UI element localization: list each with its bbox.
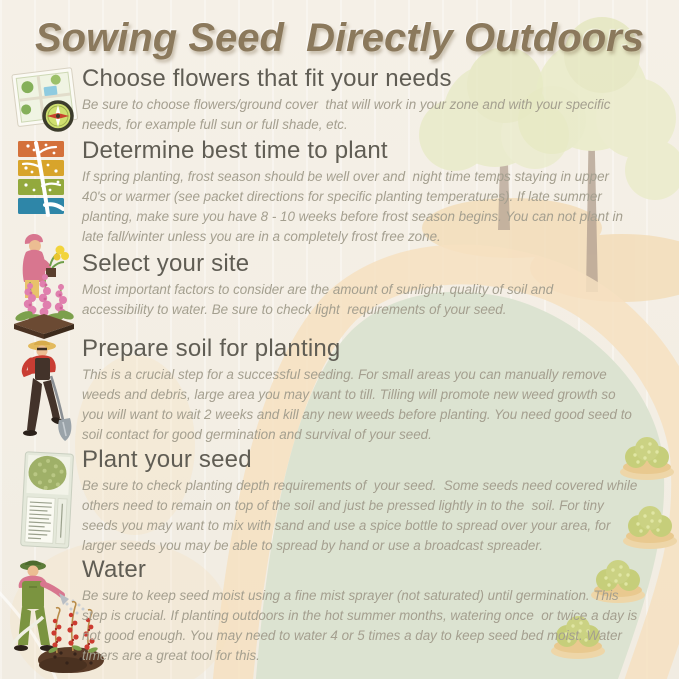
step-section-5: [82, 447, 642, 556]
step-heading: Determine best time to plant: [82, 137, 388, 164]
step-body: If spring planting, frost season should be well over and night time temps staying in upper 40's or warmer (see packet directions for specific planting temperatures). If late summer planting, make sure you have 8 - 10 weeks before frost season begins. You can not plant in late fall/winter unless you are in a completely frost free zone.: [82, 169, 627, 244]
step-body: Most important factors to consider are the amount of sunlight, quality of soil and accessibility to water. Be sure to check light requirements of your seed.: [82, 282, 557, 317]
step-body: This is a crucial step for a successful seeding. For small areas you can manually remove weeds and debris, large area you may want to till. Tilling will promote new weed growth so you will want to wait 2 weeks and kill any new weeds before planting. You need good seed to soil contact for good germination and survival of your seed.: [82, 367, 636, 442]
step-heading: Choose flowers that fit your needs: [82, 65, 452, 92]
step-section-4: [82, 336, 642, 445]
step-body: Be sure to choose flowers/ground cover that will work in your zone and with your specific needs, for example full sun or full shade, etc.: [82, 97, 615, 132]
gardener-shovel-icon: [17, 336, 75, 446]
flower-planter-icon: [10, 230, 78, 340]
step-section-1: [82, 66, 642, 135]
four-seasons-icon: [18, 141, 64, 217]
step-heading: Select your site: [82, 250, 250, 277]
step-body: Be sure to keep seed moist using a fine mist sprayer (not saturated) until germination. This step is crucial. If planting outdoors in the hot summer months, watering once or twice a day is not good enough. You may need to water 4 or 5 times a day to keep seed bed moist. Water timers are a great tool for this.: [82, 588, 641, 663]
page-title: Sowing Seed Directly Outdoors: [35, 16, 644, 60]
step-heading: Water: [82, 556, 147, 583]
garden-plan-icon: [11, 63, 81, 135]
step-heading: Prepare soil for planting: [82, 335, 341, 362]
compass-icon: [44, 102, 72, 130]
step-section-6: [82, 557, 642, 666]
step-section-3: [82, 251, 642, 320]
seed-packet-icon: [18, 451, 78, 552]
step-section-2: [82, 138, 642, 247]
held-plant: [46, 246, 69, 278]
step-body: Be sure to check planting depth requirements of your seed. Some seeds need covered while others need to remain on top of the soil and just be pressed lightly in to the soil. For tiny seeds you may want to mix with sand and use a spice bottle to spread over your area, for larger seeds you may be able to spread by hand or use a broadcast spreader.: [82, 478, 642, 553]
step-heading: Plant your seed: [82, 446, 252, 473]
